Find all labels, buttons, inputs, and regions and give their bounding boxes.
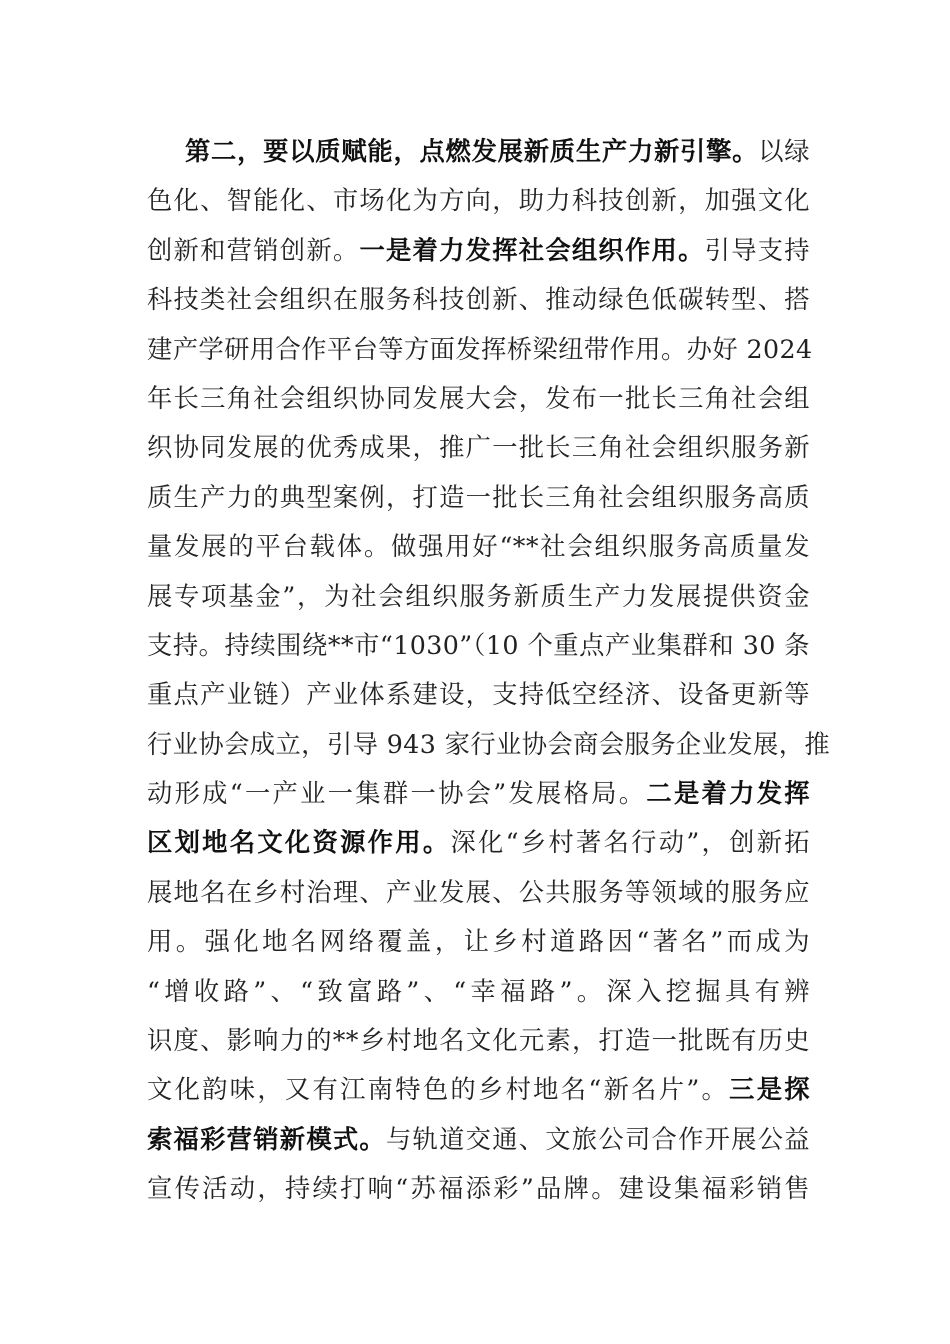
text-line [147, 275, 810, 324]
body-paragraph [147, 127, 831, 1214]
text-run: 与轨道交通、文旅公司合作开展公益 [385, 1124, 810, 1154]
text-line [147, 176, 810, 225]
text-line [147, 1115, 810, 1164]
bold-heading-run: 索福彩营销新模式。 [147, 1123, 386, 1154]
text-run: 文化韵味，又有江南特色的乡村地名“新名片”。 [147, 1075, 730, 1105]
bold-heading-run: 第二，要以质赋能，点燃发展新质生产力新引擎。 [185, 136, 759, 166]
text-run: 深化“乡村著名行动”，创新拓 [450, 828, 811, 858]
bold-heading-run: 一是着力发挥社会组织作用。 [359, 234, 705, 265]
text-run: 用。强化地名网络覆盖，让乡村道路因“著名”而成为 [147, 927, 810, 957]
text-line [147, 720, 831, 769]
text-run: 年长三角社会组织协同发展大会，发布一批长三角社会组 [147, 383, 810, 413]
text-line [147, 818, 810, 867]
text-run: 建产学研用合作平台等方面发挥桥梁纽带作用。办好 2024 [147, 334, 813, 364]
text-run: 支持。持续围绕**市“1030”（10 个重点产业集群和 30 条 [147, 630, 810, 660]
text-run: “增收路”、“致富路”、“幸福路”。深入挖掘具有辨 [147, 976, 810, 1006]
text-run: 展专项基金”，为社会组织服务新质生产力发展提供资金 [147, 581, 810, 611]
text-line [147, 572, 810, 621]
text-line [147, 1164, 810, 1213]
text-line [147, 1065, 810, 1114]
bold-heading-run: 三是探 [729, 1074, 811, 1105]
text-line [147, 868, 810, 917]
text-run: 创新和营销创新。 [147, 235, 360, 265]
text-line [147, 917, 810, 966]
text-line [147, 621, 810, 670]
text-run: 以绿 [758, 137, 810, 166]
text-line [147, 967, 810, 1016]
text-run: 展地名在乡村治理、产业发展、公共服务等领域的服务应 [147, 877, 810, 907]
text-run: 色化、智能化、市场化为方向，助力科技创新，加强文化 [147, 186, 810, 216]
text-line [147, 423, 810, 472]
text-line [147, 226, 810, 275]
text-line [147, 522, 810, 571]
bold-heading-run: 区划地名文化资源作用。 [147, 827, 451, 858]
text-line [147, 670, 810, 719]
text-run: 科技类社会组织在服务科技创新、推动绿色低碳转型、搭 [147, 285, 810, 315]
text-line [147, 769, 810, 818]
text-run: 量发展的平台载体。做强用好“**社会组织服务高质量发 [147, 532, 810, 562]
text-run: 质生产力的典型案例，打造一批长三角社会组织服务高质 [147, 482, 810, 512]
text-run: 引导支持 [704, 235, 810, 265]
bold-heading-run: 二是着力发挥 [646, 778, 810, 809]
text-line [147, 1016, 810, 1065]
text-line [147, 325, 813, 374]
text-run: 重点产业链）产业体系建设，支持低空经济、设备更新等 [147, 680, 810, 710]
text-run: 行业协会成立，引导 943 家行业协会商会服务企业发展，推 [147, 729, 831, 759]
text-run: 织协同发展的优秀成果，推广一批长三角社会组织服务新 [147, 433, 810, 463]
text-line [147, 473, 810, 522]
text-line [147, 127, 810, 176]
text-run: 宣传活动，持续打响“苏福添彩”品牌。建设集福彩销售 [147, 1174, 810, 1204]
text-run: 识度、影响力的**乡村地名文化元素，打造一批既有历史 [147, 1026, 810, 1056]
text-run: 动形成“一产业一集群一协会”发展格局。 [147, 779, 647, 809]
text-line [147, 374, 810, 423]
